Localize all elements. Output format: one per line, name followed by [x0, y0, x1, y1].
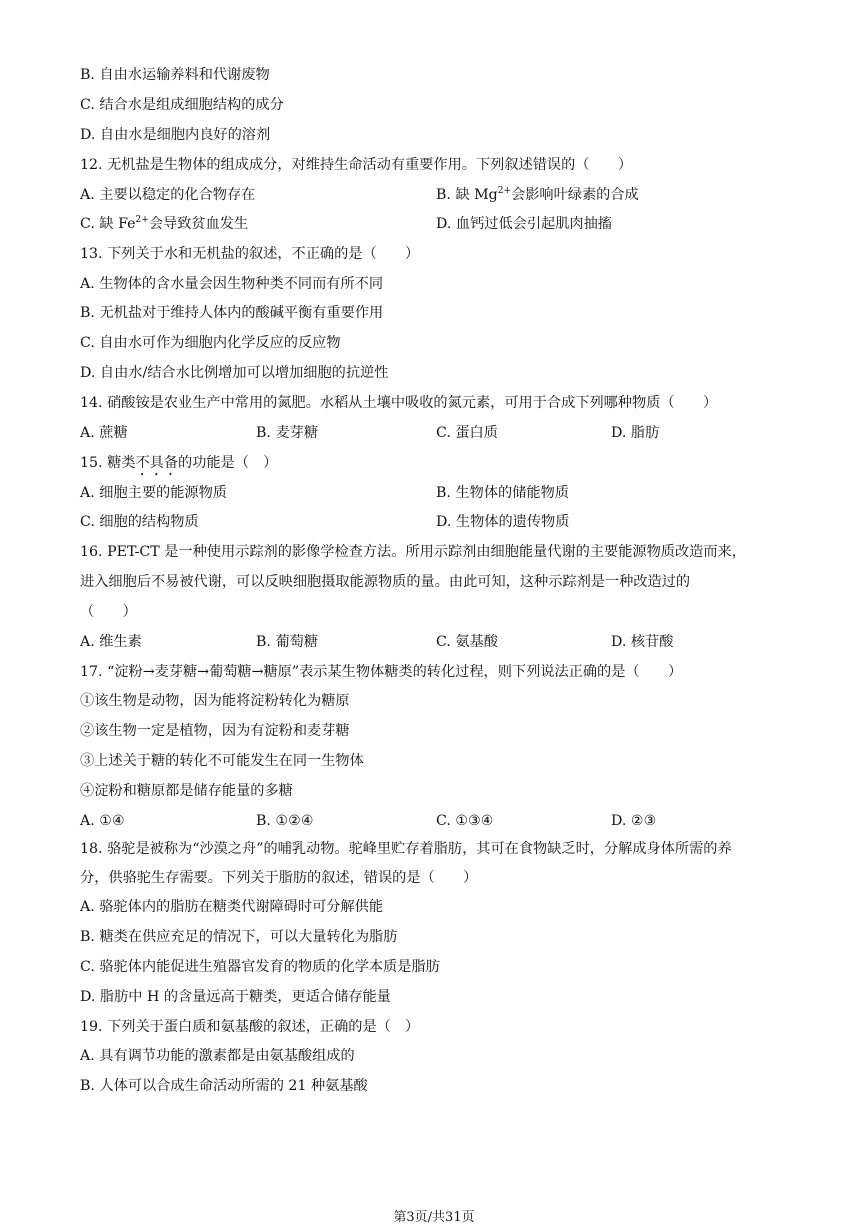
q17-options-row: [80, 812, 657, 830]
q15-options-row-2: [80, 513, 570, 531]
q17-stem: 17. “淀粉→麦芽糖→葡萄糖→糖原”表示某生物体糖类的转化过程，则下列说法正确的是（ ）: [80, 664, 683, 680]
q16-stem-line-3: （ ）: [80, 604, 137, 620]
q19-option-a: A. 具有调节功能的激素都是由氨基酸组成的: [80, 1048, 355, 1064]
q16-stem-line-1: 16. PET-CT 是一种使用示踪剂的影像学检查方法。所用示踪剂由细胞能量代谢的主要能源物质改造而来，: [80, 544, 746, 560]
q14-option-c: C. 蛋白质: [436, 425, 498, 441]
q17-option-d: D. ②③: [611, 813, 657, 829]
q15-option-d: D. 生物体的遗传物质: [436, 514, 570, 530]
q17-statement-1: ①该生物是动物，因为能将淀粉转化为糖原: [80, 693, 350, 709]
q16-option-d: D. 核苷酸: [611, 634, 674, 650]
q14-option-b: B. 麦芽糖: [256, 425, 319, 441]
q18-stem-line-2: 分，供骆驼生存需要。下列关于脂肪的叙述，错误的是（ ）: [80, 870, 478, 886]
q11-option-d: D. 自由水是细胞内良好的溶剂: [80, 127, 271, 143]
q17-statement-2: ②该生物一定是植物，因为有淀粉和麦芽糖: [80, 723, 350, 739]
q18-option-a: A. 骆驼体内的脂肪在糖类代谢障碍时可分解供能: [80, 899, 384, 915]
q13-option-a: A. 生物体的含水量会因生物种类不同而有所不同: [80, 276, 384, 292]
q18-option-b: B. 糖类在供应充足的情况下，可以大量转化为脂肪: [80, 929, 398, 945]
q16-option-b: B. 葡萄糖: [256, 634, 319, 650]
q15-stem: 15. 糖类不具备的功能是（ ）: [80, 455, 278, 471]
q11-option-b: B. 自由水运输养料和代谢废物: [80, 67, 270, 83]
q19-option-b: B. 人体可以合成生命活动所需的 21 种氨基酸: [80, 1078, 368, 1094]
q12-option-c: C. 缺 $Fe^{2+}$会导致贫血发生: [80, 215, 249, 232]
q13-stem: 13. 下列关于水和无机盐的叙述，不正确的是（ ）: [80, 246, 420, 262]
q13-option-c: C. 自由水可作为细胞内化学反应的反应物: [80, 335, 341, 351]
q14-option-d: D. 脂肪: [611, 425, 660, 441]
q16-options-row: [80, 633, 674, 651]
q14-options-row: [80, 424, 660, 442]
q14-option-a: A. 蔗糖: [80, 425, 128, 441]
q17-option-b: B. ①②④: [256, 813, 314, 829]
q14-stem: 14. 硝酸铵是农业生产中常用的氮肥。水稻从土壤中吸收的氮元素，可用于合成下列哪种物质（ ）: [80, 395, 718, 411]
q15-options-row-1: [80, 484, 569, 502]
q16-option-a: A. 维生素: [80, 634, 142, 650]
q15-option-b: B. 生物体的储能物质: [436, 485, 569, 501]
q11-option-c: C. 结合水是组成细胞结构的成分: [80, 97, 284, 113]
q13-option-d: D. 自由水/结合水比例增加可以增加细胞的抗逆性: [80, 365, 389, 381]
q17-option-c: C. ①③④: [436, 813, 494, 829]
q16-option-c: C. 氨基酸: [436, 634, 498, 650]
q19-stem: 19. 下列关于蛋白质和氨基酸的叙述，正确的是（ ）: [80, 1019, 420, 1035]
q12-option-d: D. 血钙过低会引起肌肉抽搐: [436, 216, 612, 232]
q18-stem-line-1: 18. 骆驼是被称为“沙漠之舟”的哺乳动物。驼峰里贮存着脂肪，其可在食物缺乏时，分解成身体所需的养: [80, 841, 732, 857]
page-number-footer: 第3页/共31页: [393, 1210, 475, 1225]
q12-stem: 12. 无机盐是生物体的组成成分，对维持生命活动有重要作用。下列叙述错误的（ ）: [80, 157, 633, 173]
q17-statement-3: ③上述关于糖的转化不可能发生在同一生物体: [80, 753, 364, 769]
q12-option-a: A. 主要以稳定的化合物存在: [80, 187, 256, 203]
q12-options-row-1: [80, 186, 639, 204]
q12-options-row-2: [80, 215, 612, 233]
q13-option-b: B. 无机盐对于维持人体内的酸碱平衡有重要作用: [80, 305, 384, 321]
q18-option-c: C. 骆驼体内能促进生殖器官发育的物质的化学本质是脂肪: [80, 959, 440, 975]
q12-option-b: B. 缺 $Mg^{2+}$会影响叶绿素的合成: [436, 186, 639, 203]
emphasis-text: 不具备: [135, 455, 179, 471]
q15-option-a: A. 细胞主要的能源物质: [80, 485, 227, 501]
q17-statement-4: ④淀粉和糖原都是储存能量的多糖: [80, 783, 293, 799]
q15-option-c: C. 细胞的结构物质: [80, 514, 199, 530]
q18-option-d: D. 脂肪中 H 的含量远高于糖类，更适合储存能量: [80, 989, 391, 1005]
q16-stem-line-2: 进入细胞后不易被代谢，可以反映细胞摄取能源物质的量。由此可知，这种示踪剂是一种改造过的: [80, 574, 691, 590]
q17-option-a: A. ①④: [80, 813, 125, 829]
